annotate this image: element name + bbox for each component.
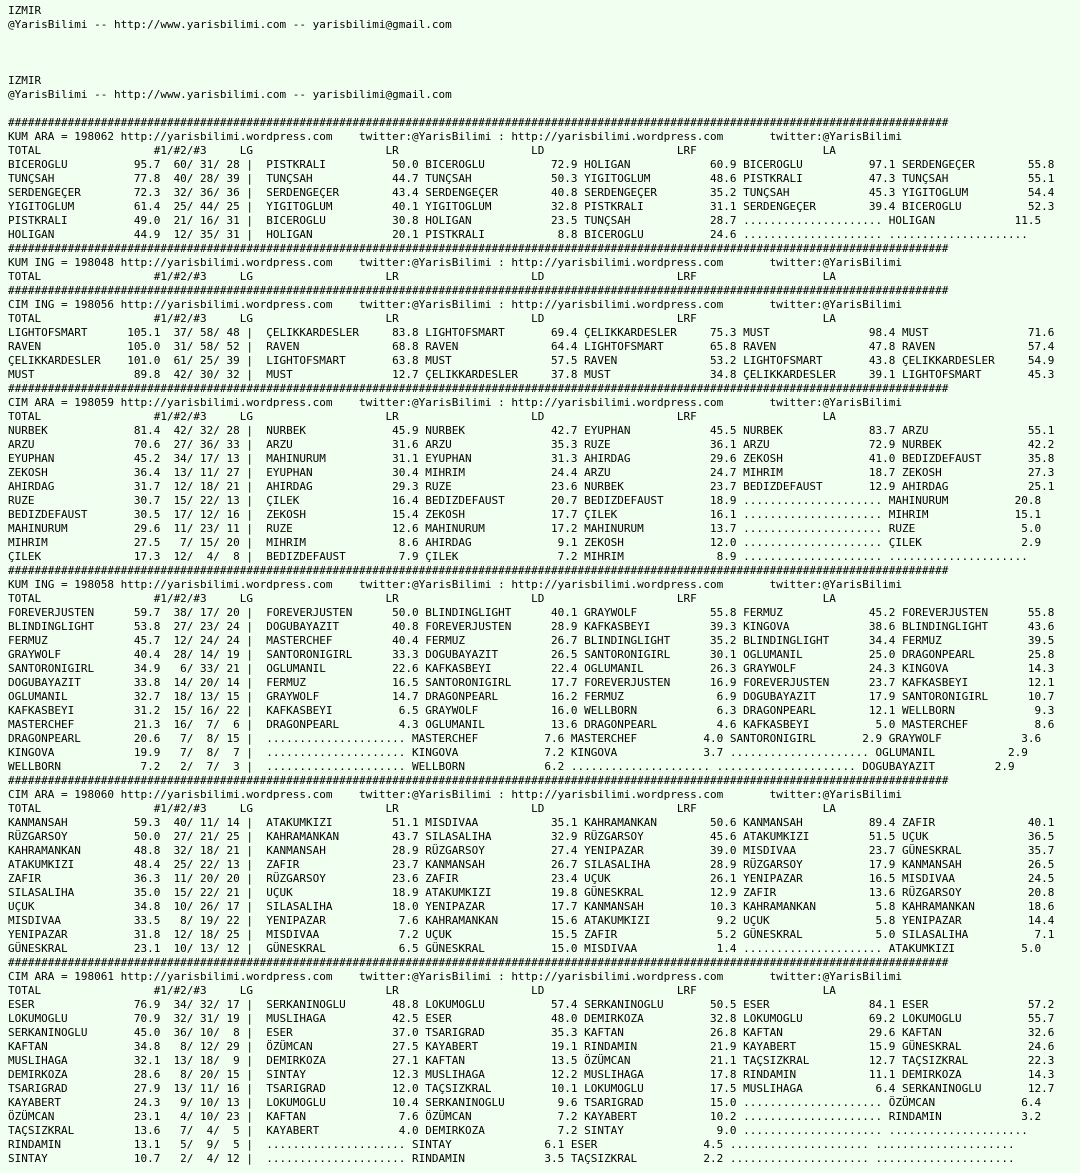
horse-row: ÇILEK 17.3 12/ 4/ 8 | BEDIZDEFAUST 7.9 ÇILEK 7.2 MIHRIM 8.9 ..................... .....................	[8, 550, 1028, 563]
column-header-line: TOTAL #1/#2/#3 LG LR LD LRF LA	[8, 984, 836, 997]
horse-row: ESER 76.9 34/ 32/ 17 | SERKANINOGLU 48.8 LOKUMOGLU 57.4 SERKANINOGLU 50.5 ESER 84.1 ESER 57.2	[8, 998, 1055, 1011]
column-header-line: TOTAL #1/#2/#3 LG LR LD LRF LA	[8, 410, 836, 423]
horse-row: KANMANSAH 59.3 40/ 11/ 14 | ATAKUMKIZI 51.1 MISDIVAA 35.1 KAHRAMANKAN 50.6 KANMANSAH 89.4 ZAFIR 40.1	[8, 816, 1055, 829]
horse-row: TUNÇSAH 77.8 40/ 28/ 39 | TUNÇSAH 44.7 TUNÇSAH 50.3 YIGITOGLUM 48.6 PISTKRALI 47.3 TUNÇSAH 55.1	[8, 172, 1055, 185]
horse-row: HOLIGAN 44.9 12/ 35/ 31 | HOLIGAN 20.1 PISTKRALI 8.8 BICEROGLU 24.6 ..................... .....................	[8, 228, 1028, 241]
horse-row: FERMUZ 45.7 12/ 24/ 24 | MASTERCHEF 40.4 FERMUZ 26.7 BLINDINGLIGHT 35.2 BLINDINGLIGHT 34.4 FERMUZ 39.5	[8, 634, 1055, 647]
horse-row: BICEROGLU 95.7 60/ 31/ 28 | PISTKRALI 50.0 BICEROGLU 72.9 HOLIGAN 60.9 BICEROGLU 97.1 SERDENGEÇER 55.8	[8, 158, 1055, 171]
horse-row: YENIPAZAR 31.8 12/ 18/ 25 | MISDIVAA 7.2 UÇUK 15.5 ZAFIR 5.2 GÜNESKRAL 5.0 SILASALIHA 7.1	[8, 928, 1055, 941]
horse-row: MUST 89.8 42/ 30/ 32 | MUST 12.7 ÇELIKKARDESLER 37.8 MUST 34.8 ÇELIKKARDESLER 39.1 LIGHTOFSMART 45.3	[8, 368, 1055, 381]
horse-row: ÖZÜMCAN 23.1 4/ 10/ 23 | KAFTAN 7.6 ÖZÜMCAN 7.2 KAYABERT 10.2 ..................... RINDAMIN 3.2	[8, 1110, 1042, 1123]
horse-row: DOGUBAYAZIT 33.8 14/ 20/ 14 | FERMUZ 16.5 SANTORONIGIRL 17.7 FOREVERJUSTEN 16.9 FOREVERJUSTEN 23.7 KAFKASBEYI 12.1	[8, 676, 1055, 689]
horse-row: KAFTAN 34.8 8/ 12/ 29 | ÖZÜMCAN 27.5 KAYABERT 19.1 RINDAMIN 21.9 KAYABERT 15.9 GÜNESKRAL 24.6	[8, 1040, 1055, 1053]
page-header	[0, 0, 1080, 116]
horse-row: LIGHTOFSMART 105.1 37/ 58/ 48 | ÇELIKKARDESLER 83.8 LIGHTOFSMART 69.4 ÇELIKKARDESLER 75.3 MUST 98.4 MUST 71.6	[8, 326, 1055, 339]
separator-line: ##############################################################################################################################################	[8, 242, 949, 255]
race-header-line: KUM ING = 198048 http://yarisbilimi.wordpress.com twitter:@YarisBilimi : http://yarisbilimi.wordpress.com twitter:@YarisBilimi	[8, 256, 903, 269]
horse-row: ZAFIR 36.3 11/ 20/ 20 | RÜZGARSOY 23.6 ZAFIR 23.4 UÇUK 26.1 YENIPAZAR 16.5 MISDIVAA 24.5	[8, 872, 1055, 885]
horse-row: LOKUMOGLU 70.9 32/ 31/ 19 | MUSLIHAGA 42.5 ESER 48.0 DEMIRKOZA 32.8 LOKUMOGLU 69.2 LOKUMOGLU 55.7	[8, 1012, 1055, 1025]
horse-row: EYUPHAN 45.2 34/ 17/ 13 | MAHINURUM 31.1 EYUPHAN 31.3 AHIRDAG 29.6 ZEKOSH 41.0 BEDIZDEFAUST 35.8	[8, 452, 1055, 465]
horse-row: MAHINURUM 29.6 11/ 23/ 11 | RUZE 12.6 MAHINURUM 17.2 MAHINURUM 13.7 ..................... RUZE 5.0	[8, 522, 1042, 535]
spacer	[0, 46, 1080, 60]
horse-row: TSARIGRAD 27.9 13/ 11/ 16 | TSARIGRAD 12.0 TAÇSIZKRAL 10.1 LOKUMOGLU 17.5 MUSLIHAGA 6.4 SERKANINOGLU 12.7	[8, 1082, 1055, 1095]
horse-row: KINGOVA 19.9 7/ 8/ 7 | ..................... KINGOVA 7.2 KINGOVA 3.7 ..................... OGLUMANIL 2.9	[8, 746, 1028, 759]
horse-row: WELLBORN 7.2 2/ 7/ 3 | ..................... WELLBORN 6.2 ..................... ..................... DOGUBAYAZIT 2.9	[8, 760, 1015, 773]
spacer	[0, 102, 1080, 116]
horse-row: DEMIRKOZA 28.6 8/ 20/ 15 | SINTAY 12.3 MUSLIHAGA 12.2 MUSLIHAGA 17.8 RINDAMIN 11.1 DEMIRKOZA 14.3	[8, 1068, 1055, 1081]
horse-row: RAVEN 105.0 31/ 58/ 52 | RAVEN 68.8 RAVEN 64.4 LIGHTOFSMART 65.8 RAVEN 47.8 RAVEN 57.4	[8, 340, 1055, 353]
spacer	[0, 32, 1080, 46]
city-title: IZMIR	[8, 4, 42, 17]
horse-row: DRAGONPEARL 20.6 7/ 8/ 15 | ..................... MASTERCHEF 7.6 MASTERCHEF 4.0 SANTORONIGIRL 2.9 GRAYWOLF 3.6	[8, 732, 1042, 745]
horse-row: PISTKRALI 49.0 21/ 16/ 31 | BICEROGLU 30.8 HOLIGAN 23.5 TUNÇSAH 28.7 ..................... HOLIGAN 11.5	[8, 214, 1042, 227]
city-title-repeat: IZMIR	[8, 74, 42, 87]
horse-row: NURBEK 81.4 42/ 32/ 28 | NURBEK 45.9 NURBEK 42.7 EYUPHAN 45.5 NURBEK 83.7 ARZU 55.1	[8, 424, 1055, 437]
contact-line: @YarisBilimi -- http://www.yarisbilimi.com -- yarisbilimi@gmail.com	[8, 18, 452, 31]
horse-row: SILASALIHA 35.0 15/ 22/ 21 | UÇUK 18.9 ATAKUMKIZI 19.8 GÜNESKRAL 12.9 ZAFIR 13.6 RÜZGARSOY 20.8	[8, 886, 1055, 899]
horse-row: GÜNESKRAL 23.1 10/ 13/ 12 | GÜNESKRAL 6.5 GÜNESKRAL 15.0 MISDIVAA 1.4 ..................... ATAKUMKIZI 5.0	[8, 942, 1042, 955]
horse-row: GRAYWOLF 40.4 28/ 14/ 19 | SANTORONIGIRL 33.3 DOGUBAYAZIT 26.5 SANTORONIGIRL 30.1 OGLUMANIL 25.0 DRAGONPEARL 25.8	[8, 648, 1055, 661]
horse-row: RÜZGARSOY 50.0 27/ 21/ 25 | KAHRAMANKAN 43.7 SILASALIHA 32.9 RÜZGARSOY 45.6 ATAKUMKIZI 51.5 UÇUK 36.5	[8, 830, 1055, 843]
separator-line: ##############################################################################################################################################	[8, 116, 949, 129]
race-header-line: KUM ING = 198058 http://yarisbilimi.wordpress.com twitter:@YarisBilimi : http://yarisbilimi.wordpress.com twitter:@YarisBilimi	[8, 578, 903, 591]
contact-line-repeat: @YarisBilimi -- http://www.yarisbilimi.com -- yarisbilimi@gmail.com	[8, 88, 452, 101]
horse-row: AHIRDAG 31.7 12/ 18/ 21 | AHIRDAG 29.3 RUZE 23.6 NURBEK 23.7 BEDIZDEFAUST 12.9 AHIRDAG 25.1	[8, 480, 1055, 493]
column-header-line: TOTAL #1/#2/#3 LG LR LD LRF LA	[8, 312, 836, 325]
column-header-line: TOTAL #1/#2/#3 LG LR LD LRF LA	[8, 270, 836, 283]
horse-row: ÇELIKKARDESLER 101.0 61/ 25/ 39 | LIGHTOFSMART 63.8 MUST 57.5 RAVEN 53.2 LIGHTOFSMART 43.8 ÇELIKKARDESLER 54.9	[8, 354, 1055, 367]
horse-row: SINTAY 10.7 2/ 4/ 12 | ..................... RINDAMIN 3.5 TAÇSIZKRAL 2.2 ..................... .....................	[8, 1152, 1015, 1165]
horse-row: UÇUK 34.8 10/ 26/ 17 | SILASALIHA 18.0 YENIPAZAR 17.7 KANMANSAH 10.3 KAHRAMANKAN 5.8 KAHRAMANKAN 18.6	[8, 900, 1055, 913]
race-report	[0, 116, 1080, 1166]
horse-row: MIHRIM 27.5 7/ 15/ 20 | MIHRIM 8.6 AHIRDAG 9.1 ZEKOSH 12.0 ..................... ÇILEK 2.9	[8, 536, 1042, 549]
horse-row: ARZU 70.6 27/ 36/ 33 | ARZU 31.6 ARZU 35.3 RUZE 36.1 ARZU 72.9 NURBEK 42.2	[8, 438, 1055, 451]
column-header-line: TOTAL #1/#2/#3 LG LR LD LRF LA	[8, 144, 836, 157]
horse-row: YIGITOGLUM 61.4 25/ 44/ 25 | YIGITOGLUM 40.1 YIGITOGLUM 32.8 PISTKRALI 31.1 SERDENGEÇER 39.4 BICEROGLU 52.3	[8, 200, 1055, 213]
horse-row: SANTORONIGIRL 34.9 6/ 33/ 21 | OGLUMANIL 22.6 KAFKASBEYI 22.4 OGLUMANIL 26.3 GRAYWOLF 24.3 KINGOVA 14.3	[8, 662, 1055, 675]
horse-row: RUZE 30.7 15/ 22/ 13 | ÇILEK 16.4 BEDIZDEFAUST 20.7 BEDIZDEFAUST 18.9 ..................... MAHINURUM 20.8	[8, 494, 1042, 507]
separator-line: ##############################################################################################################################################	[8, 564, 949, 577]
horse-row: KAHRAMANKAN 48.8 32/ 18/ 21 | KANMANSAH 28.9 RÜZGARSOY 27.4 YENIPAZAR 39.0 MISDIVAA 23.7 GÜNESKRAL 35.7	[8, 844, 1055, 857]
spacer	[0, 60, 1080, 74]
horse-row: SERKANINOGLU 45.0 36/ 10/ 8 | ESER 37.0 TSARIGRAD 35.3 KAFTAN 26.8 KAFTAN 29.6 KAFTAN 32.6	[8, 1026, 1055, 1039]
horse-row: MUSLIHAGA 32.1 13/ 18/ 9 | DEMIRKOZA 27.1 KAFTAN 13.5 ÖZÜMCAN 21.1 TAÇSIZKRAL 12.7 TAÇSIZKRAL 22.3	[8, 1054, 1055, 1067]
horse-row: KAYABERT 24.3 9/ 10/ 13 | LOKUMOGLU 10.4 SERKANINOGLU 9.6 TSARIGRAD 15.0 ..................... ÖZÜMCAN 6.4	[8, 1096, 1042, 1109]
race-header-line: CIM ARA = 198059 http://yarisbilimi.wordpress.com twitter:@YarisBilimi : http://yarisbilimi.wordpress.com twitter:@YarisBilimi	[8, 396, 903, 409]
column-header-line: TOTAL #1/#2/#3 LG LR LD LRF LA	[8, 592, 836, 605]
horse-row: KAFKASBEYI 31.2 15/ 16/ 22 | KAFKASBEYI 6.5 GRAYWOLF 16.0 WELLBORN 6.3 DRAGONPEARL 12.1 WELLBORN 9.3	[8, 704, 1055, 717]
horse-row: ATAKUMKIZI 48.4 25/ 22/ 13 | ZAFIR 23.7 KANMANSAH 26.7 SILASALIHA 28.9 RÜZGARSOY 17.9 KANMANSAH 26.5	[8, 858, 1055, 871]
horse-row: TAÇSIZKRAL 13.6 7/ 4/ 5 | KAYABERT 4.0 DEMIRKOZA 7.2 SINTAY 9.0 ..................... .....................	[8, 1124, 1028, 1137]
horse-row: RINDAMIN 13.1 5/ 9/ 5 | ..................... SINTAY 6.1 ESER 4.5 ..................... .....................	[8, 1138, 1015, 1151]
horse-row: ZEKOSH 36.4 13/ 11/ 27 | EYUPHAN 30.4 MIHRIM 24.4 ARZU 24.7 MIHRIM 18.7 ZEKOSH 27.3	[8, 466, 1055, 479]
race-header-line: CIM ARA = 198060 http://yarisbilimi.wordpress.com twitter:@YarisBilimi : http://yarisbilimi.wordpress.com twitter:@YarisBilimi	[8, 788, 903, 801]
separator-line: ##############################################################################################################################################	[8, 956, 949, 969]
race-header-line: CIM ARA = 198061 http://yarisbilimi.wordpress.com twitter:@YarisBilimi : http://yarisbilimi.wordpress.com twitter:@YarisBilimi	[8, 970, 903, 983]
horse-row: MISDIVAA 33.5 8/ 19/ 22 | YENIPAZAR 7.6 KAHRAMANKAN 15.6 ATAKUMKIZI 9.2 UÇUK 5.8 YENIPAZAR 14.4	[8, 914, 1055, 927]
race-header-line: KUM ARA = 198062 http://yarisbilimi.wordpress.com twitter:@YarisBilimi : http://yarisbilimi.wordpress.com twitter:@YarisBilimi	[8, 130, 903, 143]
separator-line: ##############################################################################################################################################	[8, 382, 949, 395]
horse-row: OGLUMANIL 32.7 18/ 13/ 15 | GRAYWOLF 14.7 DRAGONPEARL 16.2 FERMUZ 6.9 DOGUBAYAZIT 17.9 SANTORONIGIRL 10.7	[8, 690, 1055, 703]
horse-row: BEDIZDEFAUST 30.5 17/ 12/ 16 | ZEKOSH 15.4 ZEKOSH 17.7 ÇILEK 16.1 ..................... MIHRIM 15.1	[8, 508, 1042, 521]
race-header-line: CIM ING = 198056 http://yarisbilimi.wordpress.com twitter:@YarisBilimi : http://yarisbilimi.wordpress.com twitter:@YarisBilimi	[8, 298, 903, 311]
separator-line: ##############################################################################################################################################	[8, 284, 949, 297]
horse-row: SERDENGEÇER 72.3 32/ 36/ 36 | SERDENGEÇER 43.4 SERDENGEÇER 40.8 SERDENGEÇER 35.2 TUNÇSAH 45.3 YIGITOGLUM 54.4	[8, 186, 1055, 199]
horse-row: FOREVERJUSTEN 59.7 38/ 17/ 20 | FOREVERJUSTEN 50.0 BLINDINGLIGHT 40.1 GRAYWOLF 55.8 FERMUZ 45.2 FOREVERJUSTEN 55.8	[8, 606, 1055, 619]
horse-row: BLINDINGLIGHT 53.8 27/ 23/ 24 | DOGUBAYAZIT 40.8 FOREVERJUSTEN 28.9 KAFKASBEYI 39.3 KINGOVA 38.6 BLINDINGLIGHT 43.6	[8, 620, 1055, 633]
column-header-line: TOTAL #1/#2/#3 LG LR LD LRF LA	[8, 802, 836, 815]
horse-row: MASTERCHEF 21.3 16/ 7/ 6 | DRAGONPEARL 4.3 OGLUMANIL 13.6 DRAGONPEARL 4.6 KAFKASBEYI 5.0 MASTERCHEF 8.6	[8, 718, 1055, 731]
separator-line: ##############################################################################################################################################	[8, 774, 949, 787]
